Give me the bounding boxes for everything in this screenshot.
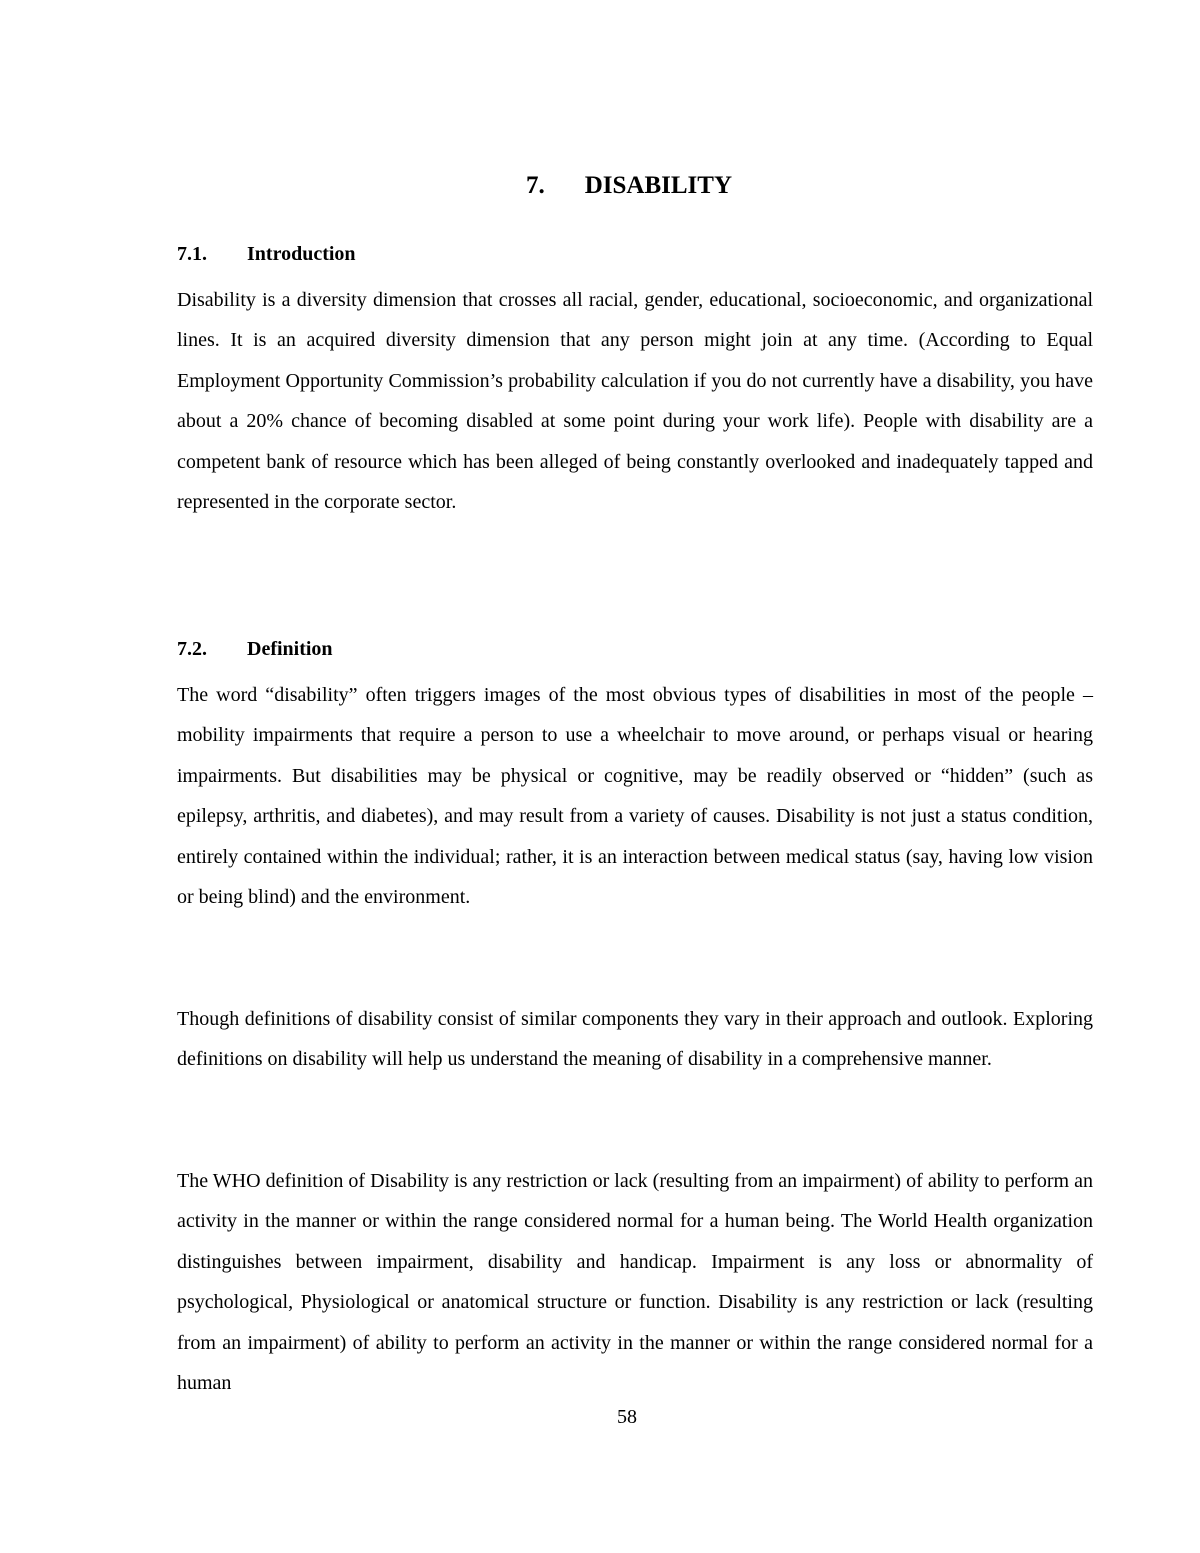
section-heading-definition [177, 635, 333, 663]
section-title: Definition [247, 638, 333, 660]
page-number: 58 [617, 1406, 637, 1428]
section-number: 7.1. [177, 243, 207, 265]
paragraph-introduction: Disability is a diversity dimension that crosses all racial, gender, educational, socioeconomic, and organizational lines. It is an acquired diversity dimension that any person might join at any time. (According to Equal Employment Opportunity Commission’s probability calculation if you do not currently have a disability, you have about a 20% chance of becoming disabled at some point during your work life). People with disability are a competent bank of resource which has been alleged of being constantly overlooked and inadequately tapped and represented in the corporate sector. [177, 289, 1093, 514]
paragraph-definition-1: The word “disability” often triggers images of the most obvious types of disabilities in most of the people – mobility impairments that require a person to use a wheelchair to move around, or perhaps visual or hearing impairments. But disabilities may be physical or cognitive, may be readily observed or “hidden” (such as epilepsy, arthritis, and diabetes), and may result from a variety of causes. Disability is not just a status condition, entirely contained within the individual; rather, it is an interaction between medical status (say, having low vision or being blind) and the environment. [177, 684, 1093, 909]
chapter-title-text: DISABILITY [584, 172, 733, 199]
paragraph-definition-3: The WHO definition of Disability is any restriction or lack (resulting from an impairment) of ability to perform an activity in the manner or within the range considered normal for a human being. The World Health organization distinguishes between impairment, disability and handicap. Impairment is any loss or abnormality of psychological, Physiological or anatomical structure or function. Disability is any restriction or lack (resulting from an impairment) of ability to perform an activity in the manner or within the range considered normal for a human [177, 1170, 1093, 1395]
section-title: Introduction [247, 243, 356, 265]
chapter-number: 7. [525, 172, 545, 199]
section-heading-introduction [177, 240, 356, 268]
section-number: 7.2. [177, 638, 207, 660]
paragraph-definition-2: Though definitions of disability consist of similar components they vary in their approach and outlook. Exploring definitions on disability will help us understand the meaning of disability in a comprehensive manner. [177, 1008, 1093, 1071]
chapter-title [0, 168, 1200, 204]
